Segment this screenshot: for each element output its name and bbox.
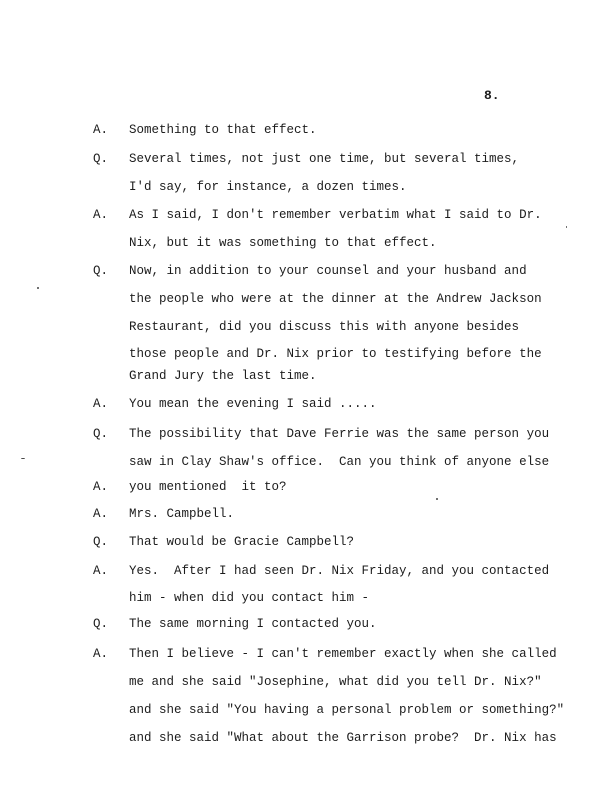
scan-speck — [21, 458, 25, 459]
transcript-line: The same morning I contacted you. — [129, 617, 377, 631]
transcript-line: That would be Gracie Campbell? — [129, 535, 355, 549]
speaker-label: A. — [93, 123, 109, 137]
transcript-line: Nix, but it was something to that effect. — [129, 236, 437, 250]
transcript-line: As I said, I don't remember verbatim what I said to Dr. — [129, 208, 542, 222]
transcript-line: I'd say, for instance, a dozen times. — [129, 180, 407, 194]
speaker-label: Q. — [93, 617, 109, 631]
scan-speck — [566, 226, 567, 228]
transcript-line: and she said "You having a personal problem or something?" — [129, 703, 565, 717]
transcript-line: Several times, not just one time, but several times, — [129, 152, 520, 166]
transcript-line: the people who were at the dinner at the Andrew Jackson — [129, 292, 542, 306]
scan-speck — [37, 287, 39, 289]
transcript-line: Something to that effect. — [129, 123, 317, 137]
transcript-line: him - when did you contact him - — [129, 591, 370, 605]
speaker-label: A. — [93, 397, 109, 411]
speaker-label: A. — [93, 480, 109, 494]
transcript-line: The possibility that Dave Ferrie was the same person you — [129, 427, 550, 441]
transcript-line: you mentioned it to? — [129, 480, 287, 494]
transcript-line: Restaurant, did you discuss this with anyone besides — [129, 320, 520, 334]
transcript-line: You mean the evening I said ..... — [129, 397, 377, 411]
transcript-line: me and she said "Josephine, what did you tell Dr. Nix?" — [129, 675, 542, 689]
transcript-line: saw in Clay Shaw's office. Can you think of anyone else — [129, 455, 550, 469]
transcript-line: Now, in addition to your counsel and your husband and — [129, 264, 527, 278]
speaker-label: A. — [93, 208, 109, 222]
transcript-line: Yes. After I had seen Dr. Nix Friday, and you contacted — [129, 564, 550, 578]
transcript-line: and she said "What about the Garrison probe? Dr. Nix has — [129, 731, 557, 745]
page-number: 8. — [484, 88, 500, 103]
transcript-line: those people and Dr. Nix prior to testifying before the — [129, 347, 542, 361]
speaker-label: Q. — [93, 264, 109, 278]
speaker-label: A. — [93, 564, 109, 578]
transcript-line: Then I believe - I can't remember exactly when she called — [129, 647, 557, 661]
transcript-line: Mrs. Campbell. — [129, 507, 235, 521]
speaker-label: A. — [93, 647, 109, 661]
speaker-label: Q. — [93, 535, 109, 549]
speaker-label: Q. — [93, 427, 109, 441]
scan-speck — [436, 498, 438, 500]
speaker-label: Q. — [93, 152, 109, 166]
speaker-label: A. — [93, 507, 109, 521]
transcript-line: Grand Jury the last time. — [129, 369, 317, 383]
